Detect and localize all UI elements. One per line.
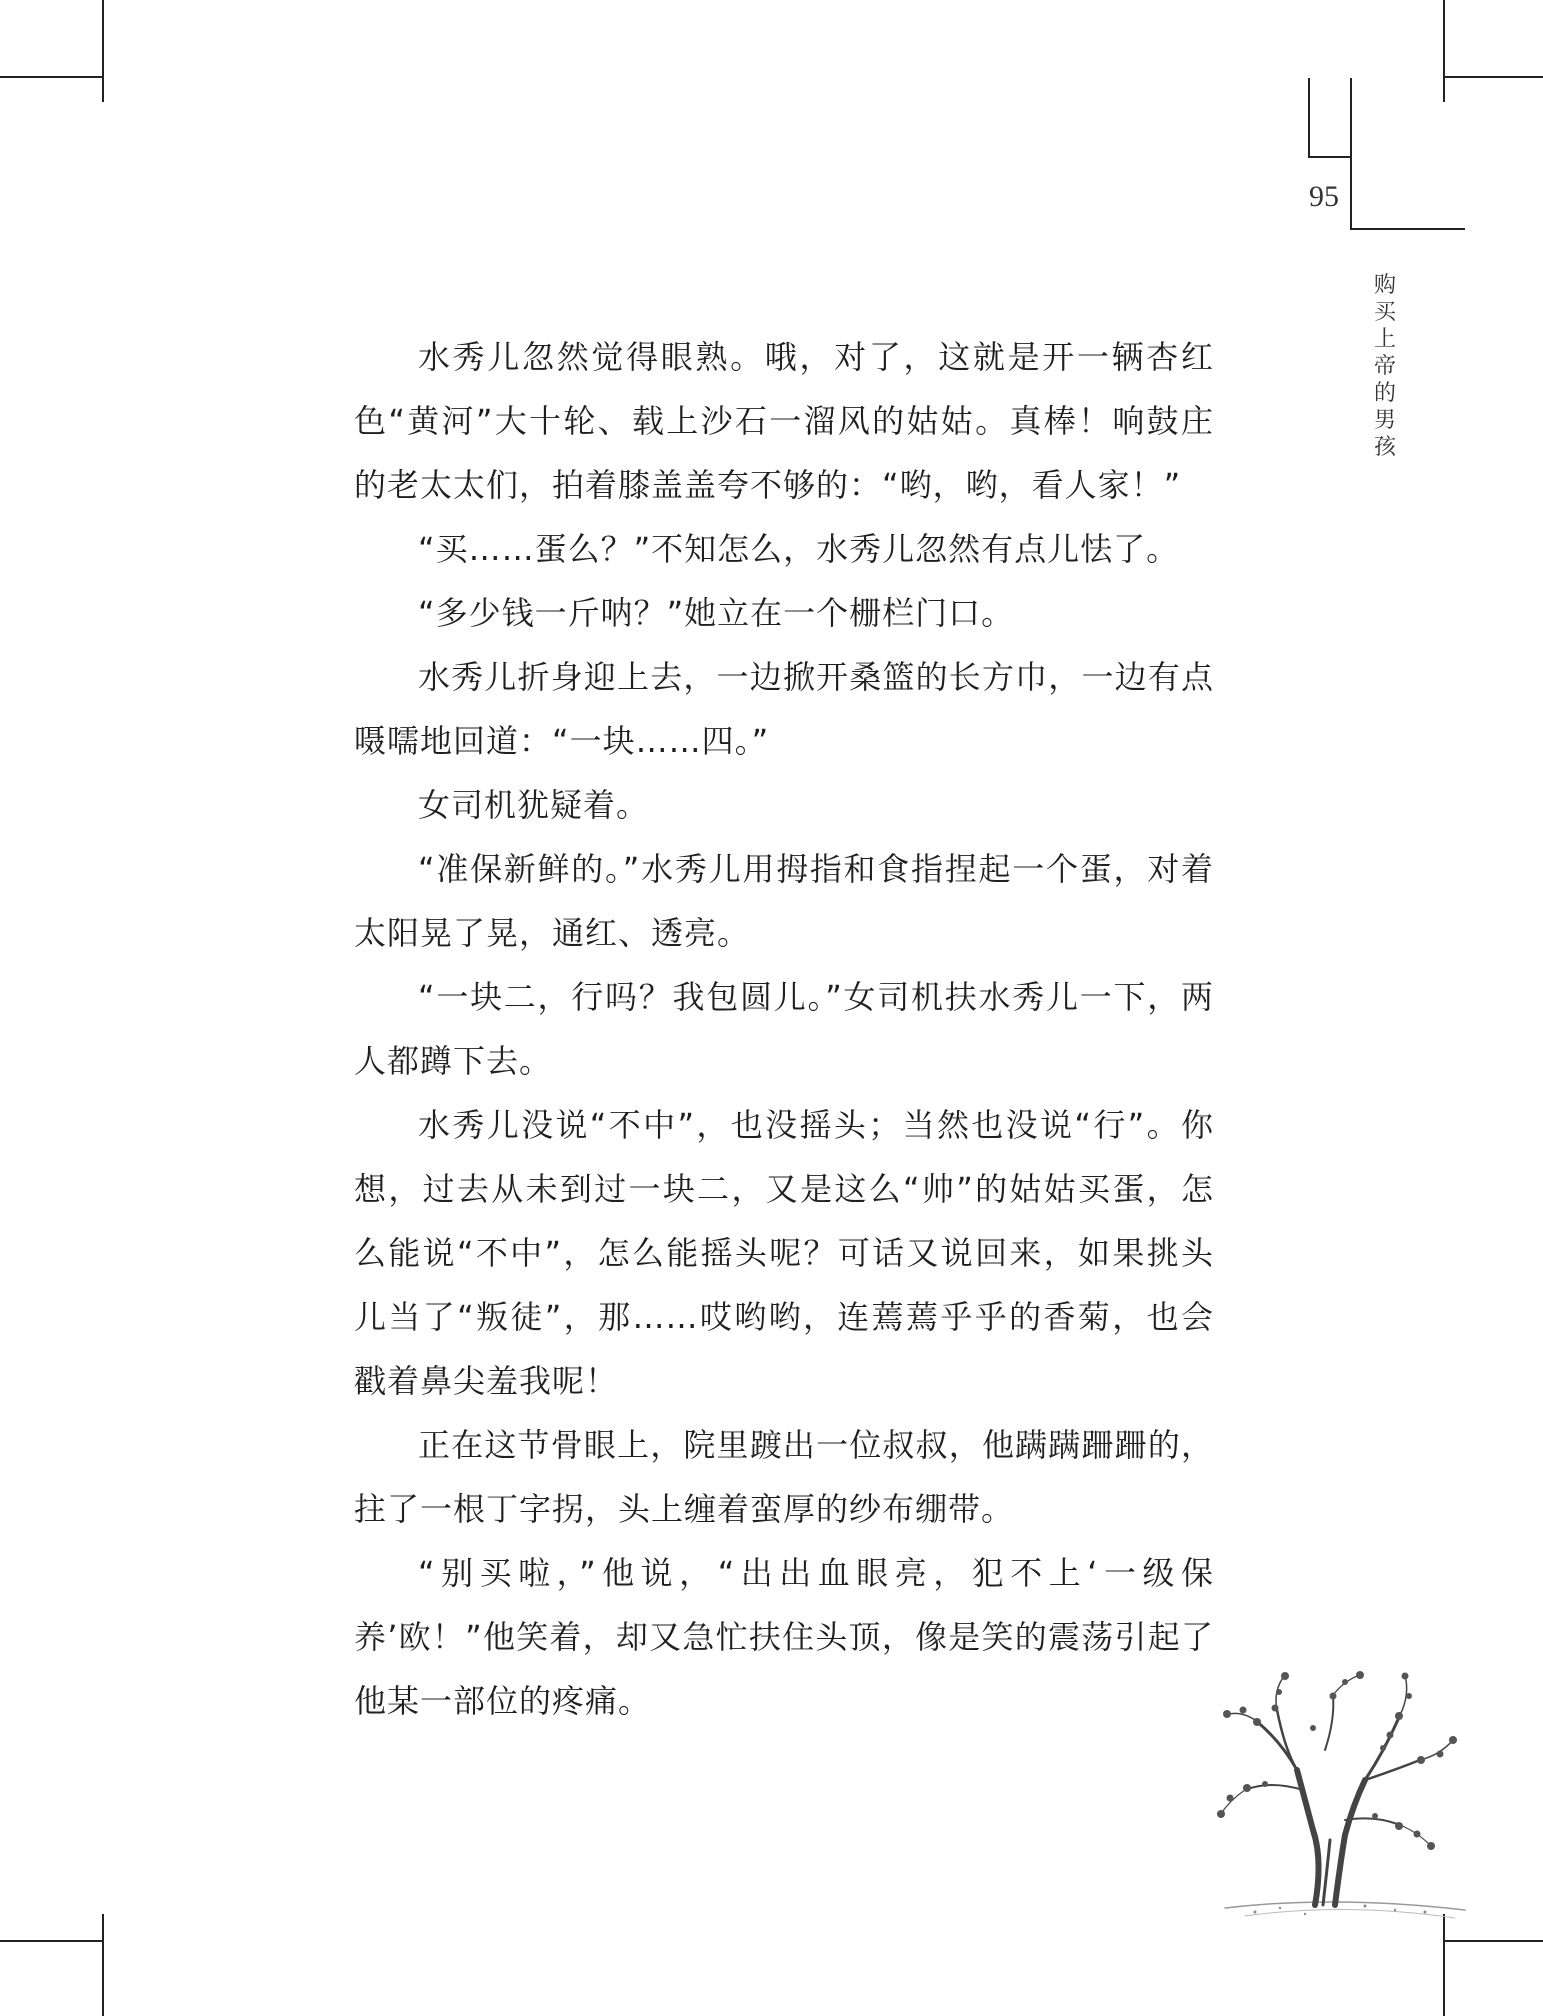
body-text xyxy=(354,325,1214,1733)
crop-mark-top-left-vertical xyxy=(102,0,104,102)
header-rule-horizontal-long xyxy=(1350,228,1465,230)
header-rule-horizontal-short xyxy=(1308,156,1350,158)
tree-illustration xyxy=(1185,1640,1485,1940)
running-title-char: 购 xyxy=(1373,273,1396,298)
running-title-char: 买 xyxy=(1373,300,1396,325)
paragraph: 水秀儿折身迎上去，一边掀开桑篮的长方巾，一边有点嗫嚅地回道：“一块……四。” xyxy=(354,658,1214,760)
crop-mark-top-right-horizontal xyxy=(1443,76,1543,78)
paragraph: “准保新鲜的。”水秀儿用拇指和食指捏起一个蛋，对着太阳晃了晃，通红、透亮。 xyxy=(354,850,1214,952)
paragraph: 女司机犹疑着。 xyxy=(418,786,650,824)
crop-mark-top-right-vertical xyxy=(1443,0,1445,102)
paragraph: “买……蛋么？”不知怎么，水秀儿忽然有点儿怯了。 xyxy=(418,530,1180,568)
running-title-char: 的 xyxy=(1373,381,1396,406)
running-title-char: 帝 xyxy=(1373,354,1396,379)
running-title xyxy=(1368,272,1402,461)
header-rule-vertical-left xyxy=(1308,78,1310,158)
paragraph: 正在这节骨眼上，院里踱出一位叔叔，他蹒蹒跚跚的，拄了一根丁字拐，头上缠着蛮厚的纱布绷带。 xyxy=(354,1426,1214,1528)
paragraph: “别买啦，”他说，“出出血眼亮，犯不上‘一级保养’欧！”他笑着，却又急忙扶住头顶，像是笑的震荡引起了他某一部位的疼痛。 xyxy=(354,1554,1214,1720)
paragraph: 水秀儿忽然觉得眼熟。哦，对了，这就是开一辆杏红色“黄河”大十轮、载上沙石一溜风的姑姑。真棒！响鼓庄的老太太们，拍着膝盖盖夸不够的：“哟，哟，看人家！” xyxy=(354,338,1214,504)
running-title-char: 上 xyxy=(1373,327,1396,352)
running-title-char: 孩 xyxy=(1373,435,1396,460)
paragraph: “多少钱一斤呐？”她立在一个栅栏门口。 xyxy=(418,594,1015,632)
paragraph: “一块二，行吗？我包圆儿。”女司机扶水秀儿一下，两人都蹲下去。 xyxy=(354,978,1214,1080)
page-number: 95 xyxy=(1309,180,1339,213)
crop-mark-bottom-left-vertical xyxy=(102,1914,104,2016)
running-title-char: 男 xyxy=(1373,408,1396,433)
crop-mark-bottom-left-horizontal xyxy=(0,1940,102,1942)
crop-mark-top-left-horizontal xyxy=(0,76,102,78)
crop-mark-bottom-right-horizontal xyxy=(1443,1940,1543,1942)
paragraph: 水秀儿没说“不中”，也没摇头；当然也没说“行”。你想，过去从未到过一块二，又是这么“帅”的姑姑买蛋，怎么能说“不中”，怎么能摇头呢？可话又说回来，如果挑头儿当了“叛徒”，那……哎哟哟，连蔫蔫乎乎的香菊，也会戳着鼻尖羞我呢！ xyxy=(354,1106,1214,1400)
